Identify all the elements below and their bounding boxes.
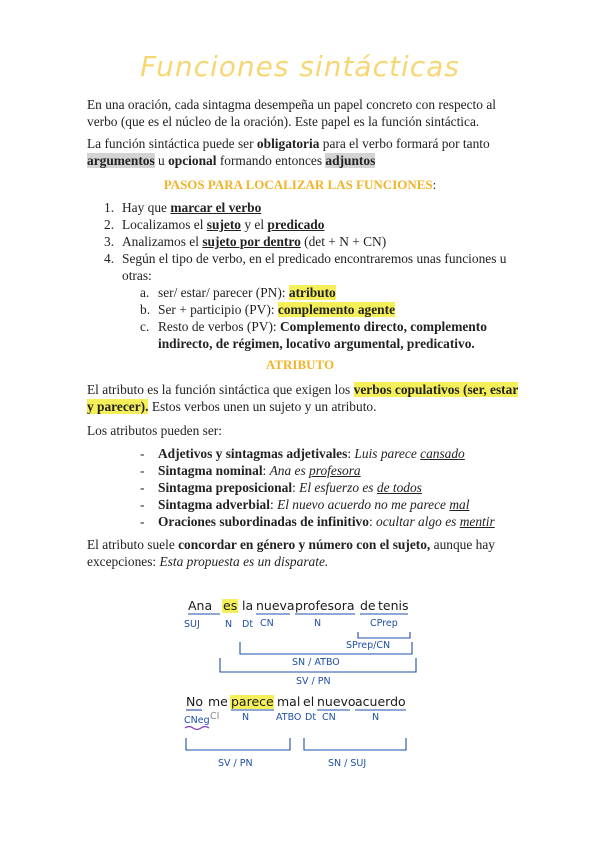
- list-bullet: -: [140, 480, 145, 495]
- list-bullet: -: [140, 446, 145, 461]
- step-4: 4. Según el tipo de verbo, en el predicado encontraremos unas funciones u: [104, 251, 507, 266]
- atributo-list-item: - Adjetivos y sintagmas adjetivales: Luis parece cansado: [140, 446, 465, 461]
- diagram-s1-label: SUJ: [184, 619, 200, 630]
- diagram-s2-word: acuerdo: [355, 694, 406, 709]
- atributo-list-item: - Oraciones subordinadas de infinitivo: ocultar algo es mentir: [140, 514, 495, 529]
- list-bullet: -: [140, 463, 145, 478]
- step-4-c-cont: indirecto, de régimen, locativo argumental, predicativo.: [158, 336, 475, 351]
- diagram-s2-label: CNeg: [184, 715, 210, 726]
- diagram-s2-word: mal: [277, 694, 301, 709]
- list-bullet: -: [140, 514, 145, 529]
- diagram-s2-label: ATBO: [276, 712, 302, 723]
- diagram-s2-sv-label: SV / PN: [218, 758, 253, 769]
- diagram-s1-label: CN: [260, 618, 274, 629]
- diagram-s1-word: tenis: [378, 598, 409, 613]
- atributo-paragraph-2: Los atributos pueden ser:: [87, 423, 222, 438]
- diagram-s1-label: N: [225, 619, 233, 630]
- diagram-s2-label: CI: [210, 711, 220, 722]
- intro-paragraph-2-line-1: La función sintáctica puede ser obligatoria para el verbo formará por tanto: [87, 136, 490, 151]
- step-4-cont: otras:: [122, 268, 152, 283]
- diagram-s2-label: Dt: [305, 712, 317, 723]
- diagram-s2-word: nuevo: [317, 694, 356, 709]
- diagram-s1-word: Ana: [188, 598, 213, 613]
- diagram-s1-word: nueva: [256, 598, 295, 613]
- atributo-list-item: - Sintagma nominal: Ana es profesora: [140, 463, 361, 478]
- diagram-s2-label: N: [242, 712, 250, 723]
- intro-paragraph-1: En una oración, cada sintagma desempeña un papel concreto con respecto al verbo (que es el núcleo de la oración). Este papel es la función sintáctica.: [87, 97, 496, 129]
- diagram-s1-label: Dt: [242, 619, 254, 630]
- diagram-s2-word: el: [303, 694, 315, 709]
- diagram-squiggle: [185, 727, 209, 730]
- intro-paragraph-2-line-2: argumentos u opcional formando entonces adjuntos: [87, 153, 376, 168]
- step-4-b: b. Ser + participio (PV): complemento agente: [140, 302, 396, 317]
- atributo-paragraph-3-line-1: El atributo suele concordar en género y número con el sujeto, aunque hay: [87, 537, 495, 552]
- atributo-paragraph-1-line-1: El atributo es la función sintáctica que exigen los verbos copulativos (ser, estar: [87, 382, 519, 397]
- syntax-diagram: [180, 590, 440, 780]
- pasos-heading: PASOS PARA LOCALIZAR LAS FUNCIONES:: [163, 177, 437, 192]
- step-1: 1. Hay que marcar el verbo: [104, 200, 262, 215]
- atributo-list-item: - Sintagma adverbial: El nuevo acuerdo no me parece mal: [140, 497, 470, 512]
- diagram-s1-word: es: [223, 598, 238, 613]
- diagram-s2-label: N: [372, 712, 380, 723]
- diagram-sv-pn-label: SV / PN: [296, 676, 331, 687]
- step-4-c: c. Resto de verbos (PV): Complemento directo, complemento: [140, 319, 487, 334]
- step-4-a: a. ser/ estar/ parecer (PN): atributo: [140, 285, 336, 300]
- atributo-list-item: - Sintagma preposicional: El esfuerzo es de todos: [140, 480, 422, 495]
- diagram-s2-word: parece: [231, 694, 274, 709]
- atributo-heading: ATRIBUTO: [265, 357, 335, 372]
- atributo-paragraph-1-line-2: y parecer). Estos verbos unen un sujeto y un atributo.: [87, 399, 377, 414]
- diagram-s1-word: de: [360, 598, 376, 613]
- diagram-s1-word: profesora: [295, 598, 355, 613]
- page-title: Funciones sintácticas: [140, 50, 460, 83]
- diagram-s1-label: N: [314, 618, 322, 629]
- diagram-s1-label: CPrep: [370, 618, 398, 629]
- diagram-s1-word: la: [242, 598, 254, 613]
- step-2: 2. Localizamos el sujeto y el predicado: [104, 217, 325, 232]
- step-3: 3. Analizamos el sujeto por dentro (det + N + CN): [104, 234, 387, 249]
- diagram-s2-sn-label: SN / SUJ: [328, 758, 367, 769]
- list-bullet: -: [140, 497, 145, 512]
- diagram-sprep-label: SPrep/CN: [346, 640, 391, 651]
- diagram-s2-word: No: [186, 694, 203, 709]
- diagram-s2-label: CN: [322, 712, 336, 723]
- diagram-s2-word: me: [208, 694, 228, 709]
- atributo-paragraph-3-line-2: excepciones: Esta propuesta es un disparate.: [87, 554, 329, 569]
- diagram-sn-atbo-label: SN / ATBO: [292, 657, 340, 668]
